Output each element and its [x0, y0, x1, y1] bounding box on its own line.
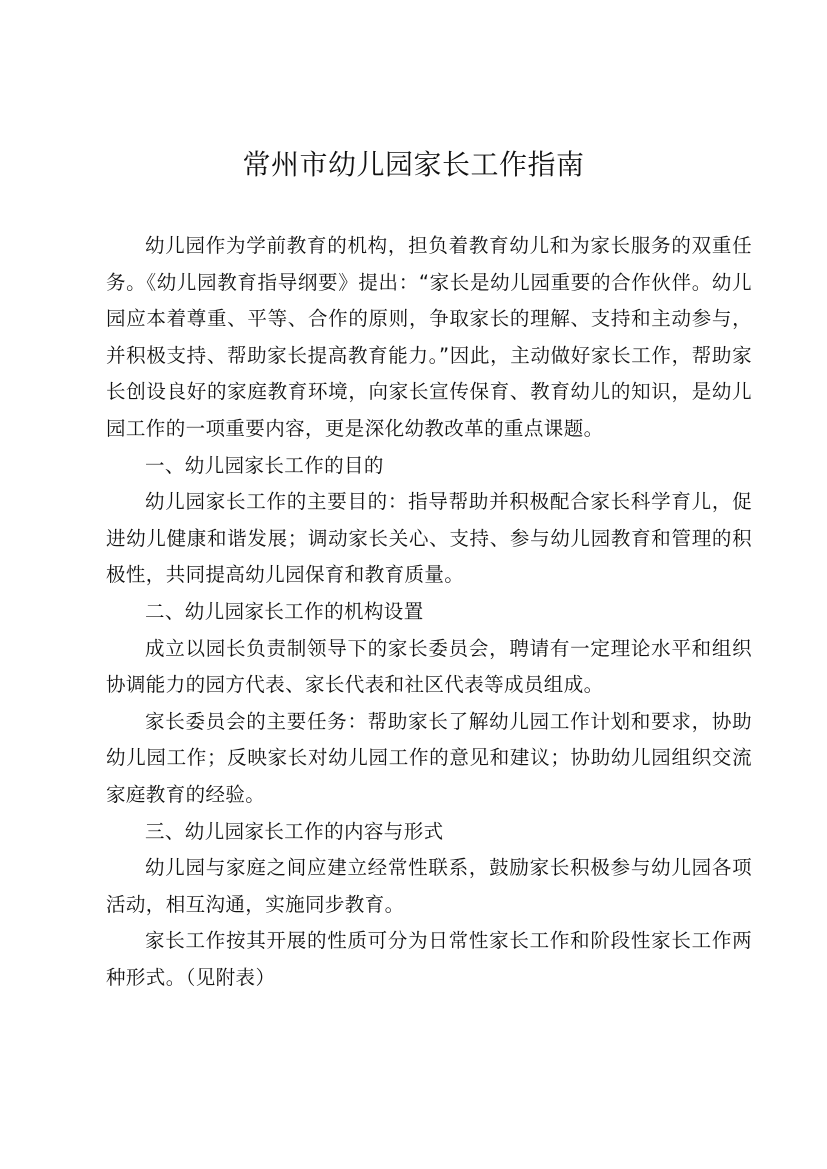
committee-tasks-paragraph: 家长委员会的主要任务：帮助家长了解幼儿园工作计划和要求，协助幼儿园工作；反映家长对幼儿园工作的意见和建议；协助幼儿园组织交流家庭教育的经验。: [106, 709, 752, 806]
section-heading-purpose: 一、幼儿园家长工作的目的: [145, 453, 384, 477]
organization-paragraph: 成立以园长负责制领导下的家长委员会，聘请有一定理论水平和组织协调能力的园方代表、家长代表和社区代表等成员组成。: [106, 636, 752, 697]
content-paragraph: 幼儿园与家庭之间应建立经常性联系，鼓励家长积极参与幼儿园各项活动，相互沟通，实施同步教育。: [106, 856, 752, 916]
section-heading-organization: 二、幼儿园家长工作的机构设置: [145, 599, 424, 623]
section-heading-content-form: 三、幼儿园家长工作的内容与形式: [145, 819, 444, 843]
document-body: [106, 228, 752, 996]
purpose-paragraph: 幼儿园家长工作的主要目的：指导帮助并积极配合家长科学育儿，促进幼儿健康和谐发展；调动家长关心、支持、参与幼儿园教育和管理的积极性，共同提高幼儿园保育和教育质量。: [106, 490, 752, 587]
document-title: 常州市幼儿园家长工作指南: [242, 148, 585, 181]
form-paragraph: 家长工作按其开展的性质可分为日常性家长工作和阶段性家长工作两种形式。（见附表）: [106, 929, 752, 989]
intro-paragraph: 幼儿园作为学前教育的机构，担负着教育幼儿和为家长服务的双重任务。《幼儿园教育指导纲要》提出：“家长是幼儿园重要的合作伙伴。幼儿园应本着尊重、平等、合作的原则，争取家长的理解、支持和主动参与，并积极支持、帮助家长提高教育能力。”因此，主动做好家长工作，帮助家长创设良好的家庭教育环境，向家长宣传保育、教育幼儿的知识，是幼儿园工作的一项重要内容，更是深化幼教改革的重点课题。: [106, 234, 752, 440]
